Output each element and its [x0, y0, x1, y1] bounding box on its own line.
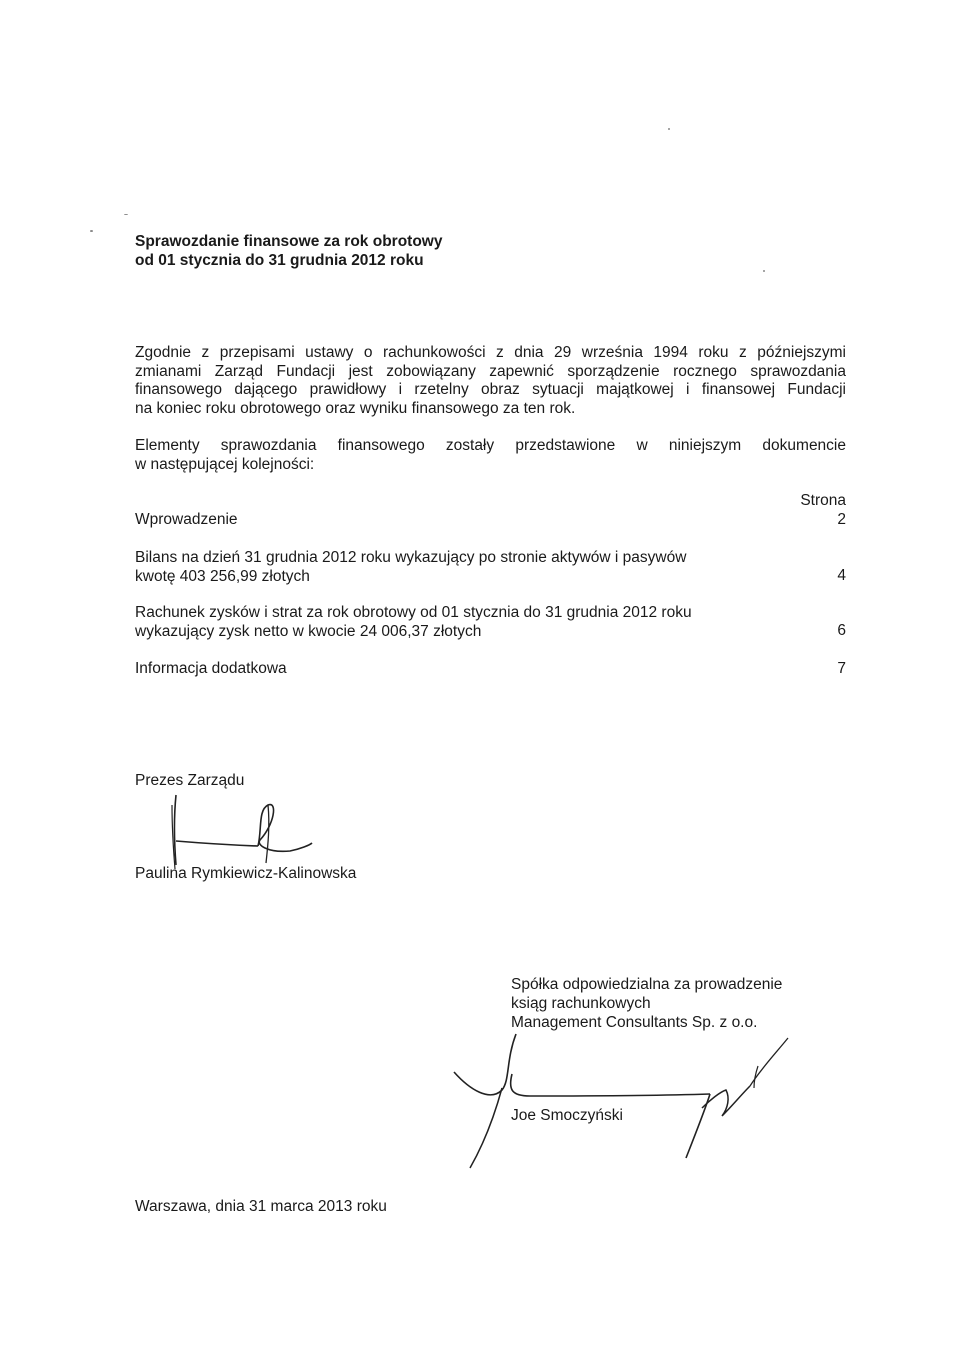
- scan-speck: [668, 128, 670, 130]
- toc-item-introduction: [135, 511, 238, 530]
- scan-speck: [763, 270, 765, 272]
- toc-item-additional-info: [135, 660, 287, 679]
- toc-item-text: Rachunek zysków i strat za rok obrotowy od 01 stycznia do 31 grudnia 2012 roku: [135, 604, 692, 621]
- elements-paragraph: [135, 437, 846, 474]
- toc-item-text: kwotę 403 256,99 złotych: [135, 567, 310, 585]
- accountant-name: Joe Smoczyński: [511, 1107, 623, 1124]
- president-role: Prezes Zarządu: [135, 772, 245, 789]
- accountant-handwritten-signature: [450, 1030, 790, 1170]
- toc-item-text: wykazujący zysk netto w kwocie 24 006,37 złotych: [135, 622, 482, 640]
- paragraph-line: Zgodnie z przepisami ustawy o rachunkowości z dnia 29 września 1994 roku z późniejszymi: [135, 344, 846, 361]
- paragraph-line: w następującej kolejności:: [135, 455, 315, 473]
- toc-item-text: Wprowadzenie: [135, 511, 238, 528]
- title-line-1: Sprawozdanie finansowe za rok obrotowy: [135, 233, 443, 250]
- accountant-line-2: ksiąg rachunkowych: [511, 995, 651, 1012]
- scan-speck: [124, 214, 128, 215]
- accountant-company-block: [511, 975, 782, 1032]
- document-title: [135, 232, 442, 270]
- title-line-2: od 01 stycznia do 31 grudnia 2012 roku: [135, 252, 424, 269]
- toc-item-page: 7: [837, 660, 846, 677]
- toc-item-text: Informacja dodatkowa: [135, 660, 287, 677]
- toc-page-header: Strona: [800, 492, 846, 509]
- paragraph-line: Elementy sprawozdania finansowego zostały przedstawione w niniejszym dokumencie: [135, 437, 846, 454]
- place-and-date: Warszawa, dnia 31 marca 2013 roku: [135, 1198, 387, 1215]
- toc-item-page: 2: [837, 511, 846, 528]
- toc-item-text: Bilans na dzień 31 grudnia 2012 roku wykazujący po stronie aktywów i pasywów: [135, 549, 687, 566]
- paragraph-line: na koniec roku obrotowego oraz wyniku finansowego za ten rok.: [135, 399, 576, 417]
- president-name: Paulina Rymkiewicz-Kalinowska: [135, 865, 357, 882]
- accountant-line-3: Management Consultants Sp. z o.o.: [511, 1014, 758, 1031]
- paragraph-line: zmianami Zarząd Fundacji jest zobowiązany zapewnić sporządzenie rocznego sprawozdania: [135, 362, 846, 380]
- toc-item-page: 4: [837, 567, 846, 584]
- toc-item-page: 6: [837, 622, 846, 639]
- accountant-line-1: Spółka odpowiedzialna za prowadzenie: [511, 976, 783, 993]
- intro-paragraph: [135, 344, 846, 418]
- toc-item-balance-sheet: [135, 549, 686, 586]
- toc-item-income-statement: [135, 604, 692, 641]
- paragraph-line: finansowego dającego prawidłowy i rzetelny obraz sytuacji majątkowej i finansowej Fundacji: [135, 381, 846, 398]
- scan-speck: [90, 230, 93, 232]
